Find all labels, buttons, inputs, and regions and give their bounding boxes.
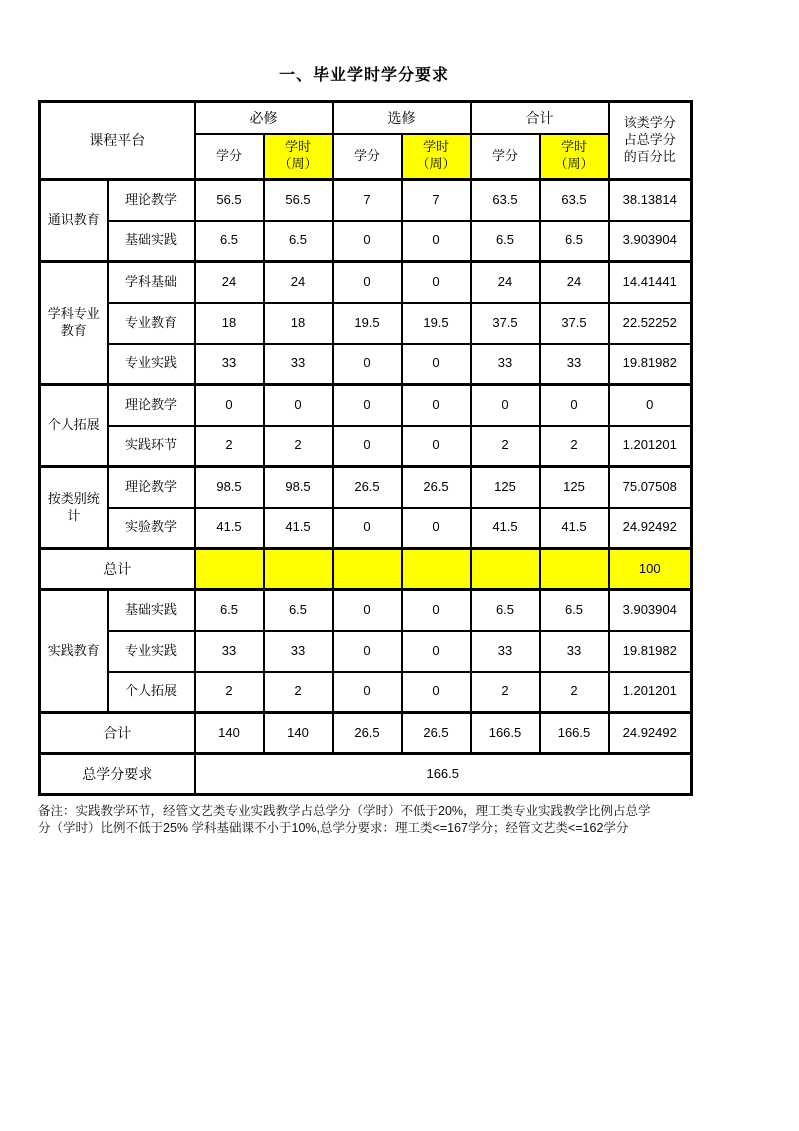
header-hours-line1: 学时 bbox=[284, 139, 311, 155]
cell-value: 0 bbox=[333, 426, 402, 467]
cell-value: 18 bbox=[264, 303, 333, 344]
header-row-groups bbox=[40, 102, 692, 134]
cell-value: 2 bbox=[264, 672, 333, 713]
cell-percent: 1.201201 bbox=[609, 426, 692, 467]
cell-category: 个人拓展 bbox=[40, 385, 108, 467]
cell-value: 18 bbox=[195, 303, 264, 344]
page-title: 一、毕业学时学分要求 bbox=[278, 67, 449, 84]
cell-value: 56.5 bbox=[195, 180, 264, 221]
header-hours-line2: （周） bbox=[554, 156, 594, 172]
table-row bbox=[40, 508, 692, 549]
header-percent-line1: 该类学分 bbox=[623, 115, 676, 131]
header-platform: 课程平台 bbox=[40, 102, 195, 180]
cell-percent: 75.07508 bbox=[609, 467, 692, 508]
cell-value: 37.5 bbox=[471, 303, 540, 344]
table-row bbox=[40, 180, 692, 221]
cell-value: 24 bbox=[264, 262, 333, 303]
cell-value: 19.5 bbox=[333, 303, 402, 344]
header-hours-line2: （周） bbox=[416, 156, 456, 172]
cell-percent: 19.81982 bbox=[609, 631, 692, 672]
cell-value: 63.5 bbox=[471, 180, 540, 221]
empty-highlight-cell bbox=[471, 549, 540, 590]
header-percent-line3: 的百分比 bbox=[623, 148, 676, 164]
cell-value: 7 bbox=[402, 180, 471, 221]
table-row bbox=[40, 426, 692, 467]
cell-value: 0 bbox=[333, 385, 402, 426]
grand-total-row bbox=[40, 549, 692, 590]
cell-value: 0 bbox=[333, 590, 402, 631]
cell-value: 63.5 bbox=[540, 180, 609, 221]
cell-value: 2 bbox=[264, 426, 333, 467]
cell-subcategory: 基础实践 bbox=[108, 590, 195, 631]
cell-subcategory: 实验教学 bbox=[108, 508, 195, 549]
cell-value: 0 bbox=[402, 385, 471, 426]
cell-value: 2 bbox=[195, 426, 264, 467]
requirement-label: 总学分要求 bbox=[40, 754, 195, 795]
header-credit-required: 学分 bbox=[195, 134, 264, 180]
cell-value: 6.5 bbox=[195, 590, 264, 631]
table-row bbox=[40, 467, 692, 508]
cell-percent: 38.13814 bbox=[609, 180, 692, 221]
cell-subcategory: 实践环节 bbox=[108, 426, 195, 467]
cell-value: 2 bbox=[540, 426, 609, 467]
cell-value: 140 bbox=[264, 713, 333, 754]
cell-value: 0 bbox=[402, 221, 471, 262]
cell-value: 6.5 bbox=[264, 221, 333, 262]
cell-value: 33 bbox=[471, 631, 540, 672]
cell-value: 6.5 bbox=[540, 590, 609, 631]
header-group-elective: 选修 bbox=[333, 102, 471, 134]
table-row bbox=[40, 672, 692, 713]
table-row bbox=[40, 262, 692, 303]
cell-value: 0 bbox=[402, 508, 471, 549]
requirement-row bbox=[40, 754, 692, 795]
cell-subcategory: 基础实践 bbox=[108, 221, 195, 262]
table-row bbox=[40, 385, 692, 426]
cell-value: 37.5 bbox=[540, 303, 609, 344]
cell-value: 0 bbox=[471, 385, 540, 426]
empty-highlight-cell bbox=[264, 549, 333, 590]
table-row bbox=[40, 590, 692, 631]
cell-value: 6.5 bbox=[471, 221, 540, 262]
cell-value: 125 bbox=[471, 467, 540, 508]
grand-total-label: 总计 bbox=[40, 549, 195, 590]
cell-subcategory: 专业实践 bbox=[108, 344, 195, 385]
cell-value: 26.5 bbox=[402, 713, 471, 754]
cell-value: 166.5 bbox=[471, 713, 540, 754]
cell-value: 33 bbox=[540, 344, 609, 385]
cell-percent: 24.92492 bbox=[609, 713, 692, 754]
cell-value: 0 bbox=[195, 385, 264, 426]
cell-value: 26.5 bbox=[333, 713, 402, 754]
cell-value: 33 bbox=[264, 344, 333, 385]
header-hours-line1: 学时 bbox=[422, 139, 449, 155]
table-row bbox=[40, 631, 692, 672]
cell-value: 6.5 bbox=[264, 590, 333, 631]
cell-value: 41.5 bbox=[264, 508, 333, 549]
cell-value: 0 bbox=[333, 631, 402, 672]
cell-percent: 14.41441 bbox=[609, 262, 692, 303]
credits-table bbox=[38, 100, 693, 796]
header-hours-elective bbox=[402, 134, 471, 180]
cell-subcategory: 学科基础 bbox=[108, 262, 195, 303]
cell-subcategory: 理论教学 bbox=[108, 180, 195, 221]
cell-value: 33 bbox=[540, 631, 609, 672]
sum-label: 合计 bbox=[40, 713, 195, 754]
cell-percent: 24.92492 bbox=[609, 508, 692, 549]
cell-value: 0 bbox=[402, 344, 471, 385]
cell-subcategory: 理论教学 bbox=[108, 467, 195, 508]
cell-value: 98.5 bbox=[195, 467, 264, 508]
cell-subcategory: 个人拓展 bbox=[108, 672, 195, 713]
cell-value: 0 bbox=[264, 385, 333, 426]
table-row bbox=[40, 344, 692, 385]
cell-value: 0 bbox=[333, 344, 402, 385]
cell-value: 0 bbox=[402, 262, 471, 303]
header-group-total: 合计 bbox=[471, 102, 609, 134]
cell-value: 0 bbox=[402, 590, 471, 631]
cell-value: 2 bbox=[471, 672, 540, 713]
header-hours-line1: 学时 bbox=[560, 139, 587, 155]
header-percent bbox=[609, 102, 692, 180]
cell-value: 56.5 bbox=[264, 180, 333, 221]
footnote-line1: 备注：实践教学环节，经管文艺类专业实践教学占总学分（学时）不低于20%，理工类专业实践教学比例占总学 bbox=[38, 804, 651, 818]
cell-value: 2 bbox=[471, 426, 540, 467]
cell-value: 0 bbox=[333, 221, 402, 262]
header-hours-total bbox=[540, 134, 609, 180]
cell-value: 33 bbox=[195, 344, 264, 385]
cell-value: 33 bbox=[195, 631, 264, 672]
cell-value: 125 bbox=[540, 467, 609, 508]
cell-category: 实践教育 bbox=[40, 590, 108, 713]
table-row bbox=[40, 303, 692, 344]
cell-category: 学科专业教育 bbox=[40, 262, 108, 385]
cell-value: 98.5 bbox=[264, 467, 333, 508]
cell-value: 0 bbox=[402, 631, 471, 672]
cell-subcategory: 专业实践 bbox=[108, 631, 195, 672]
cell-percent: 19.81982 bbox=[609, 344, 692, 385]
cell-value: 0 bbox=[402, 426, 471, 467]
cell-value: 24 bbox=[540, 262, 609, 303]
cell-value: 0 bbox=[333, 508, 402, 549]
empty-highlight-cell bbox=[540, 549, 609, 590]
cell-value: 0 bbox=[540, 385, 609, 426]
cell-value: 24 bbox=[195, 262, 264, 303]
empty-highlight-cell bbox=[195, 549, 264, 590]
cell-value: 26.5 bbox=[402, 467, 471, 508]
table-row bbox=[40, 221, 692, 262]
cell-value: 6.5 bbox=[195, 221, 264, 262]
cell-value: 33 bbox=[471, 344, 540, 385]
cell-value: 140 bbox=[195, 713, 264, 754]
cell-value: 7 bbox=[333, 180, 402, 221]
cell-value: 24 bbox=[471, 262, 540, 303]
cell-value: 19.5 bbox=[402, 303, 471, 344]
footnote bbox=[38, 803, 762, 836]
cell-value: 0 bbox=[333, 672, 402, 713]
cell-percent: 3.903904 bbox=[609, 221, 692, 262]
header-group-required: 必修 bbox=[195, 102, 333, 134]
cell-value: 2 bbox=[540, 672, 609, 713]
cell-category: 通识教育 bbox=[40, 180, 108, 262]
cell-subcategory: 专业教育 bbox=[108, 303, 195, 344]
cell-percent: 22.52252 bbox=[609, 303, 692, 344]
cell-category: 按类别统计 bbox=[40, 467, 108, 549]
cell-percent: 1.201201 bbox=[609, 672, 692, 713]
footnote-line2: 分（学时）比例不低于25% 学科基础课不小于10%,总学分要求：理工类<=167学分；经管文艺类<=162学分 bbox=[38, 820, 629, 835]
header-hours-required bbox=[264, 134, 333, 180]
cell-value: 6.5 bbox=[540, 221, 609, 262]
cell-value: 0 bbox=[402, 672, 471, 713]
cell-value: 41.5 bbox=[471, 508, 540, 549]
header-credit-elective: 学分 bbox=[333, 134, 402, 180]
cell-value: 41.5 bbox=[195, 508, 264, 549]
cell-percent: 3.903904 bbox=[609, 590, 692, 631]
empty-highlight-cell bbox=[333, 549, 402, 590]
header-percent-line2: 占总学分 bbox=[623, 132, 676, 148]
grand-total-percent: 100 bbox=[609, 549, 692, 590]
cell-percent: 0 bbox=[609, 385, 692, 426]
cell-value: 33 bbox=[264, 631, 333, 672]
sum-row bbox=[40, 713, 692, 754]
cell-subcategory: 理论教学 bbox=[108, 385, 195, 426]
cell-value: 41.5 bbox=[540, 508, 609, 549]
header-credit-total: 学分 bbox=[471, 134, 540, 180]
cell-value: 166.5 bbox=[540, 713, 609, 754]
empty-highlight-cell bbox=[402, 549, 471, 590]
cell-value: 6.5 bbox=[471, 590, 540, 631]
requirement-value: 166.5 bbox=[195, 754, 692, 795]
cell-value: 2 bbox=[195, 672, 264, 713]
cell-value: 0 bbox=[333, 262, 402, 303]
header-hours-line2: （周） bbox=[278, 156, 318, 172]
cell-value: 26.5 bbox=[333, 467, 402, 508]
